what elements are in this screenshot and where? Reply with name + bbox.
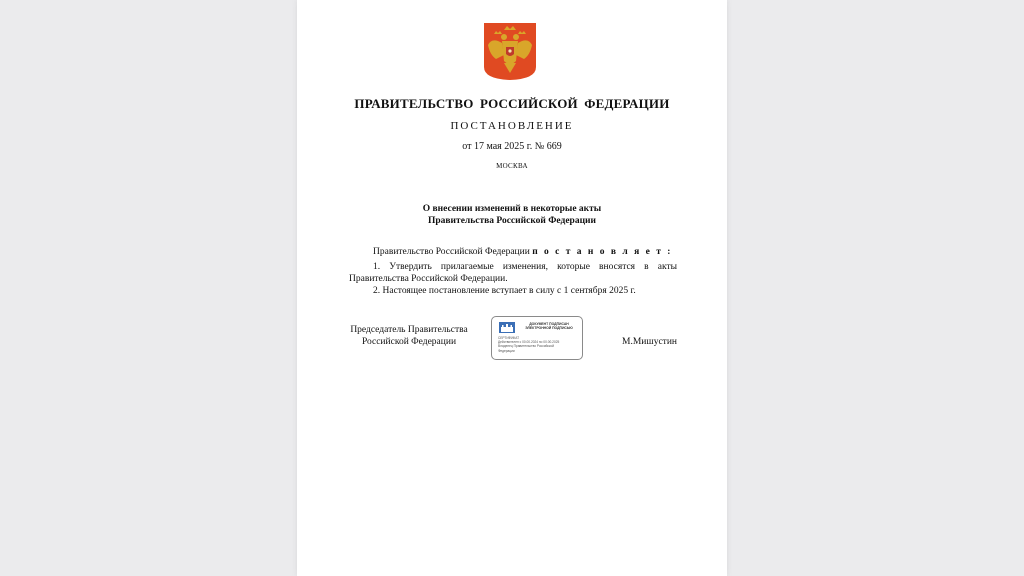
coat-of-arms-icon	[482, 21, 538, 81]
signer-title-line-1: Председатель Правительства	[350, 325, 468, 335]
document-city: МОСКВА	[496, 162, 528, 170]
decree-intro-prefix: Правительство Российской Федерации	[373, 247, 533, 257]
kremlin-logo-icon	[499, 322, 515, 333]
decree-item-2: 2. Настоящее постановление вступает в силу с 1 сентября 2025 г.	[373, 286, 636, 296]
signer-title	[341, 324, 477, 348]
stamp-title	[518, 322, 580, 330]
decree-item-1: 1. Утвердить прилагаемые изменения, которые вносятся в акты Правительства Российской Федерации.	[349, 262, 677, 284]
document-type: ПОСТАНОВЛЕНИЕ	[450, 120, 574, 132]
signer-name: М.Мишустин	[622, 337, 677, 347]
stamp-line-3: Владелец Правительство Российской	[498, 344, 555, 349]
electronic-signature-stamp	[491, 316, 583, 360]
stamp-title-line-2: ЭЛЕКТРОННОЙ ПОДПИСЬЮ	[525, 326, 573, 331]
decree-word: п о с т а н о в л я е т :	[532, 247, 673, 257]
stamp-line-1: СЕРТИФИКАТ	[498, 336, 520, 340]
document-date-number: от 17 мая 2025 г. № 669	[462, 141, 562, 152]
document-subject	[297, 203, 727, 227]
government-title: ПРАВИТЕЛЬСТВО РОССИЙСКОЙ ФЕДЕРАЦИИ	[354, 96, 670, 111]
stamp-line-2: Действителен с 00.00.2024 по 00.00.2025	[498, 340, 560, 345]
stamp-title-line-1: ДОКУМЕНТ ПОДПИСАН	[529, 322, 569, 326]
subject-line-1: О внесении изменений в некоторые акты	[422, 204, 602, 214]
decree-intro	[349, 246, 677, 258]
stamp-line-4: Федерации	[498, 348, 515, 353]
stamp-details	[498, 336, 580, 353]
subject-line-2: Правительства Российской Федерации	[428, 216, 596, 226]
signer-title-line-2: Российской Федерации	[361, 337, 457, 347]
document-page	[297, 0, 727, 576]
